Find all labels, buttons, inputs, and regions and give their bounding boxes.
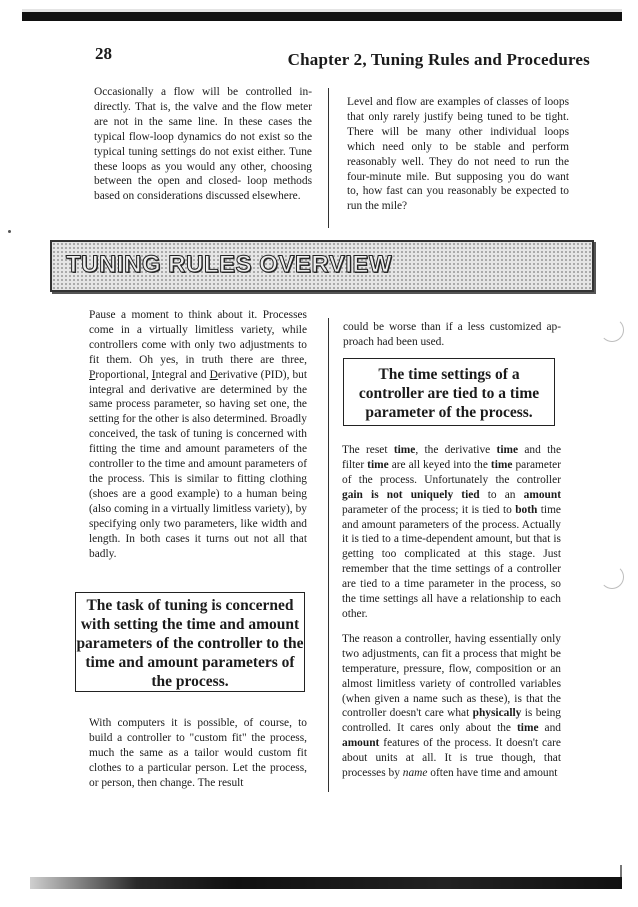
column-divider-main (328, 318, 329, 792)
text-run: erivative (PID), (217, 368, 293, 381)
text-run: often have time (427, 767, 504, 780)
top-left-paragraph: Occasionally a flow will be controlled indirectly. That is, the valve and the flow meter are not in the same line. In these cases the typical flow-loop dynamics do not exist so the typical tuning settings do not exist either. Tune these loops as you would any other, choosing between the open and closed- loop methods based on considerations discussed elsewhere. (94, 86, 312, 203)
left-column (89, 308, 307, 561)
bold-text-run: physically (472, 707, 522, 720)
text-run: parameter of the process. Unfortunately the controller (342, 458, 561, 486)
pull-quote-time-settings (343, 358, 555, 426)
text-run: but integral and derivative are determined by the same process parameter, so having set one, the setting for the other is also determined. Broadly conceived, the task of tuning is concerned with fitting the time and amount parameters of the controller to the time and amount parameters of the process. This is similar to fitting clothing (shoes are a good example) to a human being (also coming in a virtually limitless variety), by specifying only two parameters, like width and length. In both cases it turns out not all that badly. (89, 368, 307, 560)
text-run: The reset (342, 444, 394, 456)
top-right-paragraph: Level and flow are examples of classes of loops that only rarely justify being tuned to be tight. There will be many other individual loops which need only to be stable and perform reasonably well. They do not need to run the four-minute mile. But supposing you do want to, how fast can you reasonably be expected to run the mile? (347, 96, 569, 213)
text-run: ntegral and (155, 368, 210, 381)
binding-hole-shadow (600, 565, 624, 589)
bold-text-run: time (393, 444, 416, 456)
right-paragraph-2 (342, 443, 561, 622)
bold-text-run: both (515, 503, 538, 516)
binding-hole-shadow (600, 318, 624, 342)
page-number: 28 (95, 44, 112, 63)
chapter-title: Chapter 2, Tuning Rules and Procedures (287, 50, 590, 69)
section-banner (50, 240, 594, 292)
text-run: to an (479, 488, 524, 501)
text-run: and the filter (342, 444, 562, 471)
bold-text-run: gain is not uniquely tied (342, 488, 480, 501)
left-paragraph-1 (89, 308, 307, 561)
text-run: features of the process. It doesn't care about units at all. It is true though, that processes by (342, 737, 561, 780)
pull-quote-text: The task of tuning is concerned with setting the time and amount parameters of the controller to the time and amount parameters of the process. (76, 597, 304, 690)
left-column-bottom (89, 716, 307, 791)
top-right-column (347, 95, 569, 214)
bold-text-run: amount (523, 488, 561, 501)
section-title: TUNING RULES OVERVIEW (66, 251, 393, 278)
left-paragraph-2: With computers it is possible, of course, to build a controller to "custom fit" the process, much the same as a tailor would custom fit clothes to a particular person. Let the process, or person, then change. The result (89, 717, 307, 789)
text-run: are all keyed into the (388, 458, 491, 471)
text-run: and (538, 722, 562, 735)
top-left-column (94, 85, 312, 204)
text-run: and amount (503, 767, 558, 780)
text-run: is being controlled. It cares only about the (342, 707, 562, 735)
right-column-top (343, 320, 561, 350)
pid-letter-d: D (209, 368, 218, 381)
pid-letter-p: P (89, 368, 96, 381)
text-run: roportional, (95, 368, 152, 381)
pid-letter-i: I (151, 368, 156, 381)
scan-edge-top (22, 9, 622, 21)
right-paragraph-1: could be worse than if a less customized approach had been used. (343, 321, 561, 348)
bold-text-run: time (496, 444, 519, 456)
text-run: Pause a moment to think about it. Processes come in a virtually limitless variety, while controllers come with only two adjustments to fit them. Oh yes, in truth there are three, (89, 309, 307, 366)
bold-text-run: time (517, 722, 539, 735)
bold-text-run: time (367, 458, 389, 471)
italic-text-run: name (402, 767, 428, 780)
scan-edge-bottom (30, 877, 622, 889)
text-run: time and amount parameters of the process. Actually it is tied to a time-dependent amount, but that is getting too complicated at this stage. Just remember that the time settings of a controller are tied to a time parameter in the process, so the time settings all have a relationship to each other. (342, 503, 561, 620)
right-paragraph-3 (342, 632, 561, 781)
bold-text-run: amount (342, 737, 380, 750)
pull-quote-tuning-task (75, 592, 305, 692)
text-run: The reason a controller, having essentially only two adjustments, can fit a process that might be temperature, pressure, flow, composition or an almost limitless variety of controlled variables (when given a name such as these), is that the controller doesn't care what (342, 632, 561, 720)
text-run: , the derivative (415, 444, 497, 456)
bold-text-run: time (490, 458, 513, 471)
text-run: parameter of the process; it is tied to (342, 503, 516, 516)
column-divider-top (328, 88, 329, 228)
pull-quote-text: The time settings of a controller are tied to a time parameter of the process. (358, 366, 540, 421)
scan-speck (8, 230, 11, 233)
right-column (342, 443, 561, 781)
